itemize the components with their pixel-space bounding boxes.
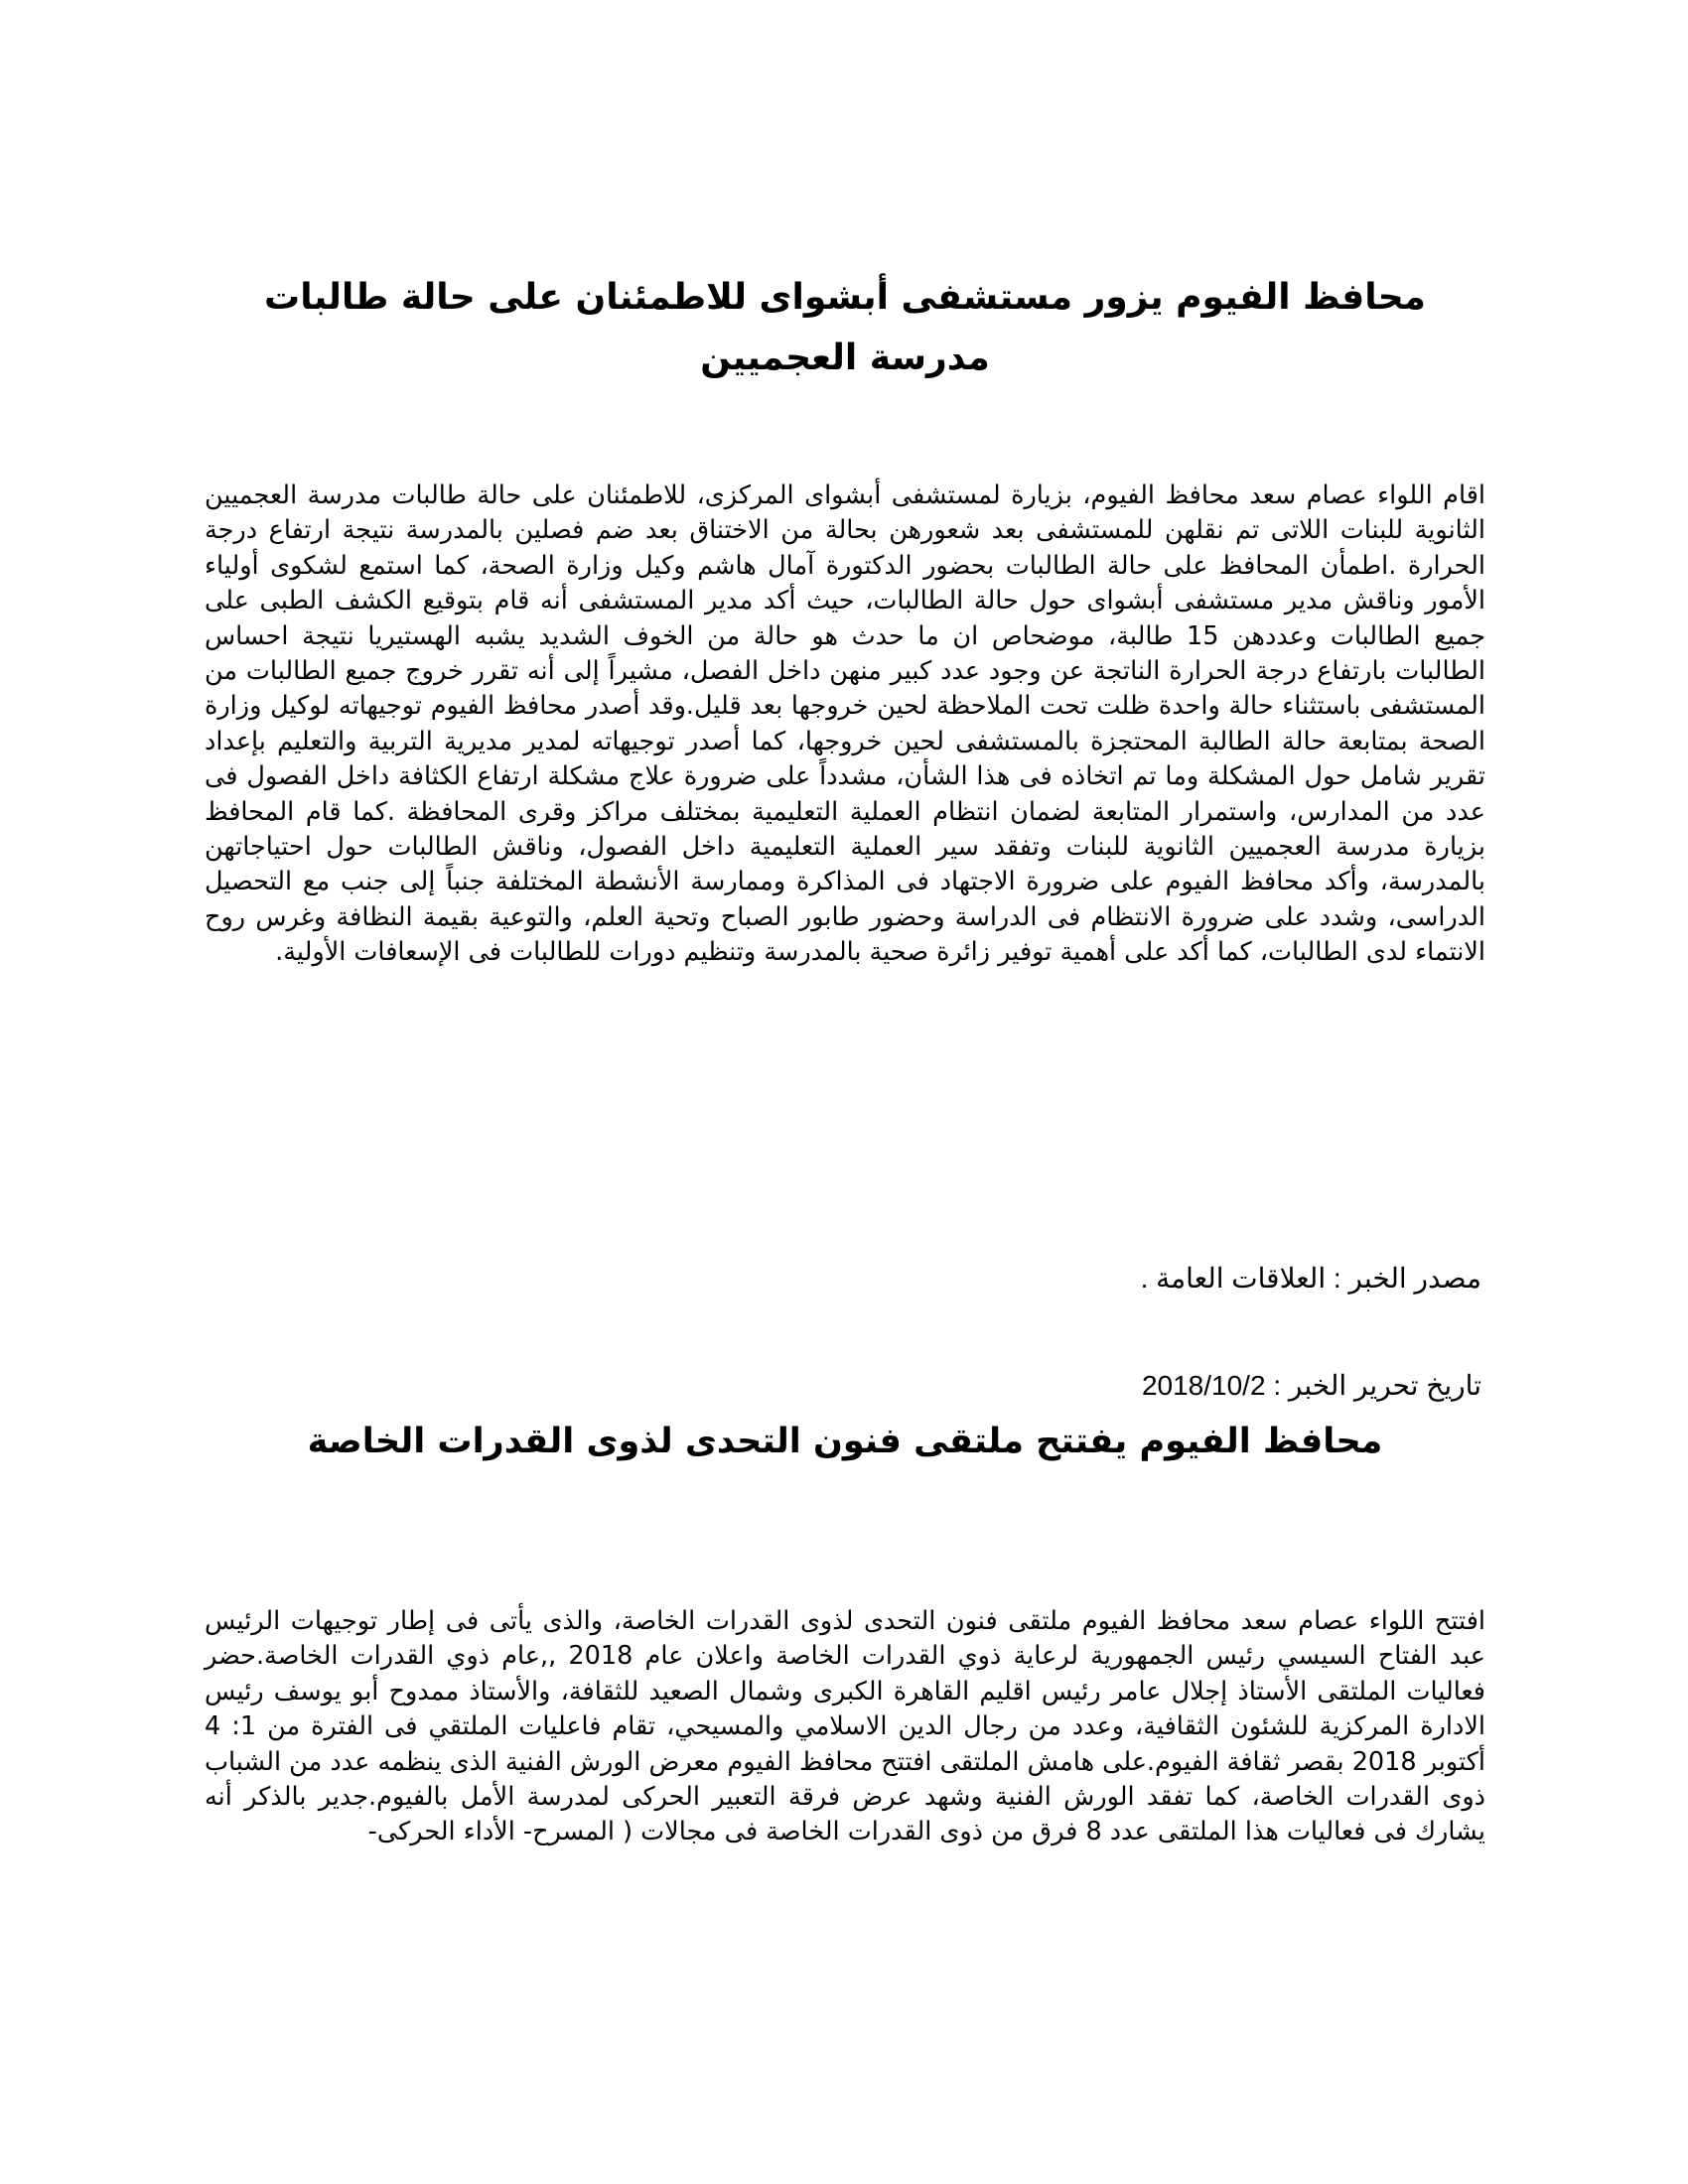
article-1-body: اقام اللواء عصام سعد محافظ الفيوم، بزيارة لمستشفى أبشواى المركزى، للاطمئنان على حالة طالبات مدرسة العجميين الثانوية للبنات اللاتى تم نقلهن للمستشفى بعد شعورهن بحالة من الاختناق بعد ضم فصلين بالمدرسة نتيجة ارتفاع درجة الحرارة .اطمأن المحافظ على حالة الطالبات بحضور الدكتورة آمال هاشم وكيل وزارة الصحة، كما استمع لشكوى أولياء الأمور وناقش مدير مستشفى أبشواى حول حالة الطالبات، حيث أكد مدير المستشفى أنه قام بتوقيع الكشف الطبى على جميع الطالبات وعددهن 15 طالبة، موضحاص ان ما حدث هو حالة من الخوف الشديد يشبه الهستيريا نتيجة احساس الطالبات بارتفاع درجة الحرارة الناتجة عن وجود عدد كبير منهن داخل الفصل، مشيراً إلى أنه تقرر خروج جميع الطالبات من المستشفى باستثناء حالة واحدة ظلت تحت الملاحظة لحين خروجها بعد قليل.وقد أصدر محافظ الفيوم توجيهاته لوكيل وزارة الصحة بمتابعة حالة الطالبة المحتجزة بالمستشفى لحين خروجها، كما أصدر توجيهاته لمدير مديرية التربية والتعليم بإعداد تقرير شامل حول المشكلة وما تم اتخاذه فى هذا الشأن، مشدداً على ضرورة علاج مشكلة ارتفاع الكثافة داخل الفصول فى عدد من المدارس، واستمرار المتابعة لضمان انتظام العملية التعليمية بمختلف مراكز وقرى المحافظة .كما قام المحافظ بزيارة مدرسة العجميين الثانوية للبنات وتفقد سير العملية التعليمية داخل الفصول، وناقش الطالبات حول احتياجاتهن بالمدرسة، وأكد محافظ الفيوم على ضرورة الاجتهاد فى المذاكرة وممارسة الأنشطة المختلفة جنباً إلى جنب مع التحصيل الدراسى، وشدد على ضرورة الانتظام فى الدراسة وحضور طابور الصباح وتحية العلم، والتوعية بقيمة النظافة وغرس روح الانتماء لدى الطالبات، كما أكد على أهمية توفير زائرة صحية بالمدرسة وتنظيم دورات للطالبات فى الإسعافات الأولية. [205, 480, 1485, 968]
article-2-title: محافظ الفيوم يفتتح ملتقى فنون التحدى لذوى القدرات الخاصة [307, 1422, 1383, 1461]
news-date: تاريخ تحرير الخبر : 2018/10/2 [1141, 1370, 1481, 1401]
article-2-body: افتتح اللواء عصام سعد محافظ الفيوم ملتقى فنون التحدى لذوى القدرات الخاصة، والذى يأتى فى إطار توجيهات الرئيس عبد الفتاح السيسي رئيس الجمهورية لرعاية ذوي القدرات الخاصة واعلان عام 2018 ,,عام ذوي القدرات الخاصة.حضر فعاليات الملتقى الأستاذ إجلال عامر رئيس اقليم القاهرة الكبرى وشمال الصعيد للثقافة، والأستاذ ممدوح أبو يوسف رئيس الادارة المركزية للشئون الثقافية، وعدد من رجال الدين الاسلامي والمسيحي، تقام فاعليات الملتقي فى الفترة من 1: 4 أكتوبر 2018 بقصر ثقافة الفيوم.على هامش الملتقى افتتح محافظ الفيوم معرض الورش الفنية الذى ينظمه عدد من الشباب ذوى القدرات الخاصة، كما تفقد الورش الفنية وشهد عرض فرقة التعبير الحركى لمدرسة الأمل بالفيوم.جدير بالذكر أنه يشارك فى فعاليات هذا الملتقى عدد 8 فرق من ذوى القدرات الخاصة فى مجالات ( المسرح- الأداء الحركى- [205, 1606, 1485, 1847]
news-source: مصدر الخبر : العلاقات العامة . [1140, 1263, 1481, 1294]
article-2-body-block [205, 1604, 1485, 1850]
article-1-title: محافظ الفيوم يزور مستشفى أبشواى للاطمئنان على حالة طالبات مدرسة العجميين [264, 277, 1426, 378]
article-2 [205, 1412, 1485, 1471]
article-1 [205, 267, 1485, 388]
article-1-body-block [205, 478, 1485, 971]
